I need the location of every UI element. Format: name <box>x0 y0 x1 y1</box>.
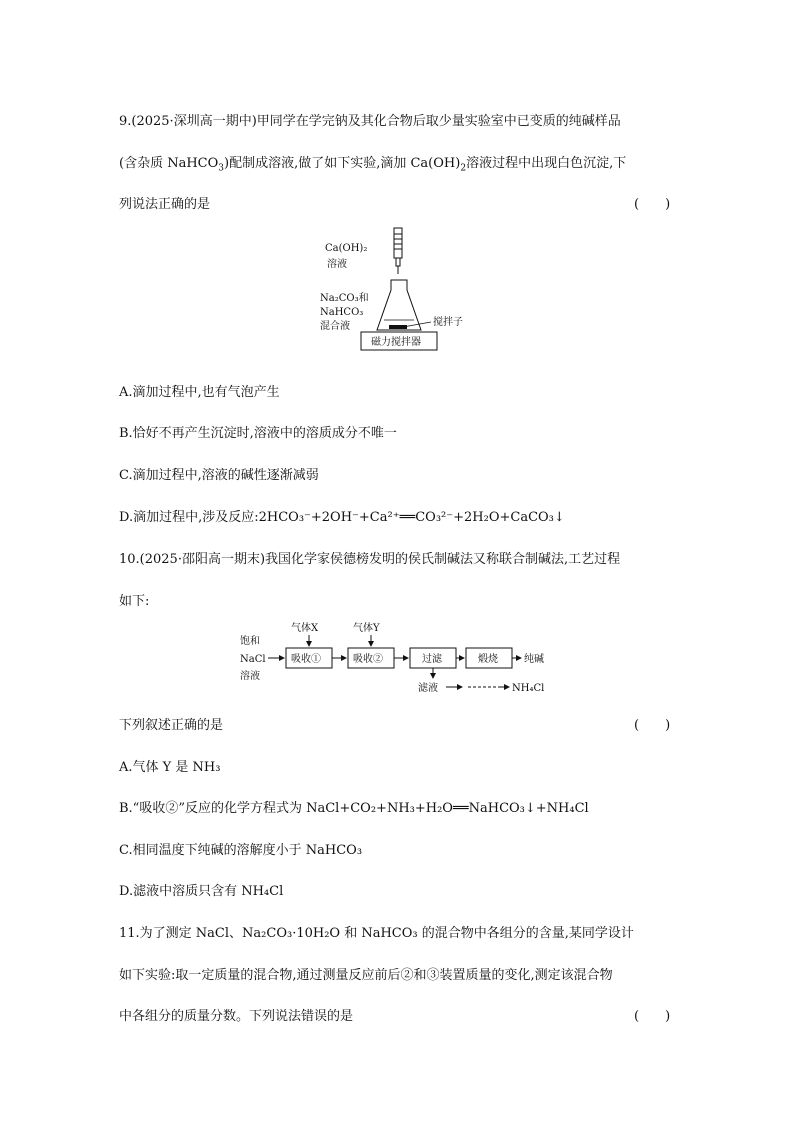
flow-calcine: 煅烧 <box>478 654 498 665</box>
q10-stem-line1: 10.(2025·邵阳高一期末)我国化学家侯德榜发明的侯氏制碱法又称联合制碱法,工艺过程 <box>119 552 621 567</box>
flow-absorb-1: 吸收① <box>291 654 321 665</box>
label-mix-3: 混合液 <box>320 321 350 332</box>
q10-option-d: D.滤液中溶质只含有 NH₄Cl <box>119 884 284 899</box>
label-mix-2: NaHCO₃ <box>320 307 364 318</box>
q9-option-a: A.滴加过程中,也有气泡产生 <box>119 385 280 400</box>
q11-stem-line3: 中各组分的质量分数。下列说法错误的是 <box>119 1009 354 1024</box>
label-mix-1: Na₂CO₃和 <box>320 293 369 304</box>
flow-gas-x: 气体X <box>291 623 319 634</box>
q11-stem-line1: 11.为了测定 NaCl、Na₂CO₃·10H₂O 和 NaHCO₃ 的混合物中各组分的含量,某同学设计 <box>119 926 634 941</box>
flow-absorb-2: 吸收② <box>353 654 383 665</box>
q9-answer-bracket: ( ) <box>634 197 671 212</box>
q9-stem-line2: (含杂质 NaHCO$_3$)配制成溶液,做了如下实验,滴加 $Ca(OH)_2$溶液过程中出现白色沉淀,下 <box>119 156 627 174</box>
q9-option-c: C.滴加过程中,溶液的碱性逐渐减弱 <box>119 468 319 483</box>
q9-stem-line1: 9.(2025·深圳高一期中)甲同学在学完钠及其化合物后取少量实验室中已变质的纯碱样品 <box>119 114 621 129</box>
label-stir-bar: 搅拌子 <box>433 317 463 328</box>
q9-apparatus-figure <box>315 226 463 358</box>
flow-feed-1: 饱和 <box>240 636 260 647</box>
flow-feed-2: NaCl <box>240 654 266 665</box>
flow-product: 纯碱 <box>524 654 544 665</box>
flask <box>377 280 421 330</box>
q11-answer-bracket: ( ) <box>634 1009 671 1024</box>
label-reagent-solution: 溶液 <box>327 259 347 270</box>
q9-option-d: D.滴加过程中,涉及反应:2HCO₃⁻+2OH⁻+Ca²⁺══CO₃²⁻+2H₂O+CaCO₃↓ <box>119 510 565 525</box>
flow-filtrate: 滤液 <box>418 683 438 694</box>
q10-stem-line2: 如下: <box>119 594 150 609</box>
burette <box>394 228 402 274</box>
flow-nh4cl: NH₄Cl <box>512 683 545 694</box>
q10-stem-question: 下列叙述正确的是 <box>119 718 224 733</box>
q10-option-b: B.“吸收②”反应的化学方程式为 NaCl+CO₂+NH₃+H₂O══NaHCO₃↓+NH₄Cl <box>119 801 589 816</box>
flow-feed-3: 溶液 <box>240 671 260 682</box>
flow-filter: 过滤 <box>422 654 442 665</box>
q9-option-b: B.恰好不再产生沉淀时,溶液中的溶质成分不唯一 <box>119 426 397 441</box>
q10-option-a: A.气体 Y 是 NH₃ <box>119 760 221 775</box>
q10-answer-bracket: ( ) <box>634 718 671 733</box>
q11-stem-line2: 如下实验:取一定质量的混合物,通过测量反应前后②和③装置质量的变化,测定该混合物 <box>119 968 613 983</box>
q10-option-c: C.相同温度下纯碱的溶解度小于 NaHCO₃ <box>119 843 363 858</box>
label-stirrer: 磁力搅拌器 <box>371 337 421 348</box>
q10-process-flow <box>236 618 556 696</box>
label-reagent: Ca(OH)₂ <box>325 243 368 254</box>
flow-gas-y: 气体Y <box>353 623 380 634</box>
q9-stem-line3: 列说法正确的是 <box>119 197 211 212</box>
